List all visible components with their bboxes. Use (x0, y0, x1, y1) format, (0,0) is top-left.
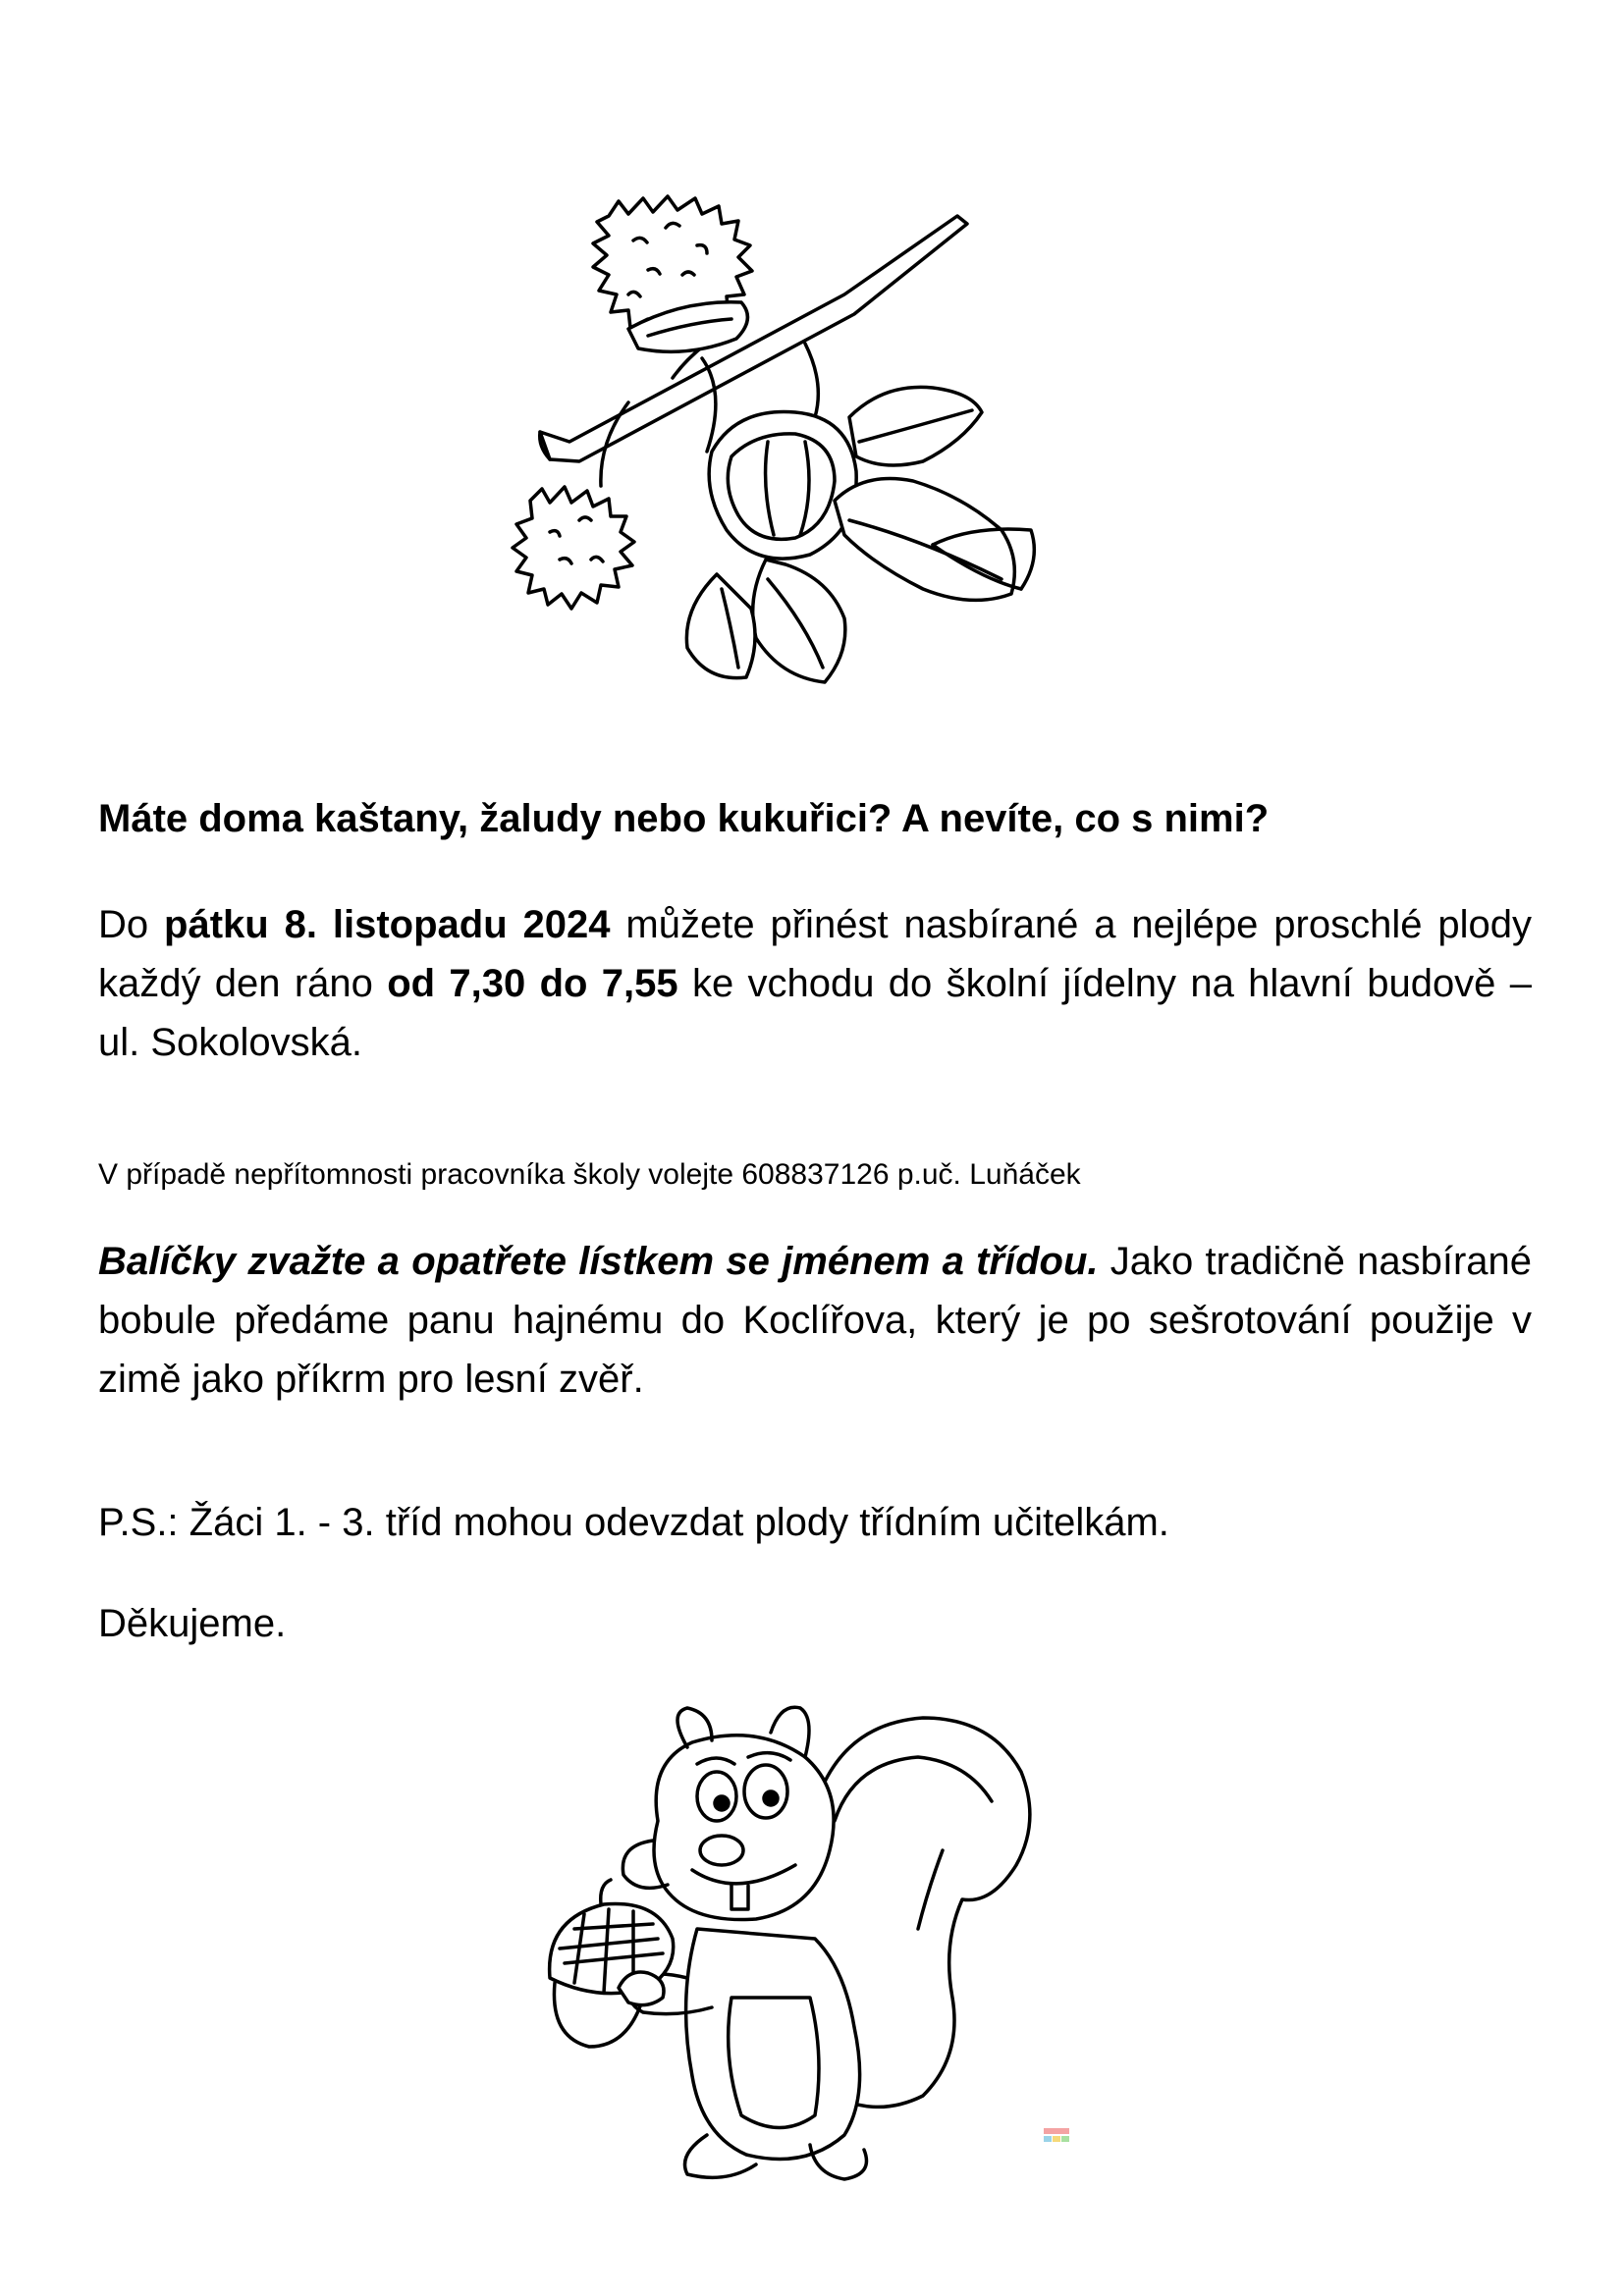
chestnut-branch-icon (511, 147, 1110, 736)
packaging-text: Jako tradičně nasbírané bobule předáme panu hajnému do Koclířova, který je po sešrotování použije v zimě jako příkrm pro lesní zvěř. (98, 1240, 1533, 1401)
packaging-emphasis: Balíčky zvažte a opatřete lístkem se jménem a třídou. (98, 1240, 1099, 1283)
deadline-paragraph (98, 895, 1532, 1072)
intro-question: Máte doma kaštany, žaludy nebo kukuřici? A nevíte, co s nimi? (98, 797, 1270, 840)
deadline-text-2: můžete přinést nasbírané a nejlépe proschlé plody každý den ráno (98, 903, 1533, 1005)
deadline-time: od 7,30 do 7,55 (387, 962, 678, 1005)
supercoloring-logo (1042, 2125, 1071, 2147)
deadline-date: pátku 8. listopadu 2024 (164, 903, 611, 946)
thanks-line: Děkujeme. (98, 1602, 287, 1645)
deadline-text-1: Do (98, 903, 165, 946)
contact-note: V případě nepřítomnosti pracovníka školy volejte 608837126 p.uč. Luňáček (98, 1158, 1081, 1191)
postscript: P.S.: Žáci 1. - 3. tříd mohou odevzdat plody třídním učitelkám. (98, 1501, 1169, 1544)
deadline-text-3: ke vchodu do školní jídelny na hlavní budově – ul. Sokolovská. (98, 962, 1532, 1064)
packaging-paragraph (98, 1232, 1532, 1409)
squirrel-with-acorn-icon (530, 1703, 1080, 2214)
